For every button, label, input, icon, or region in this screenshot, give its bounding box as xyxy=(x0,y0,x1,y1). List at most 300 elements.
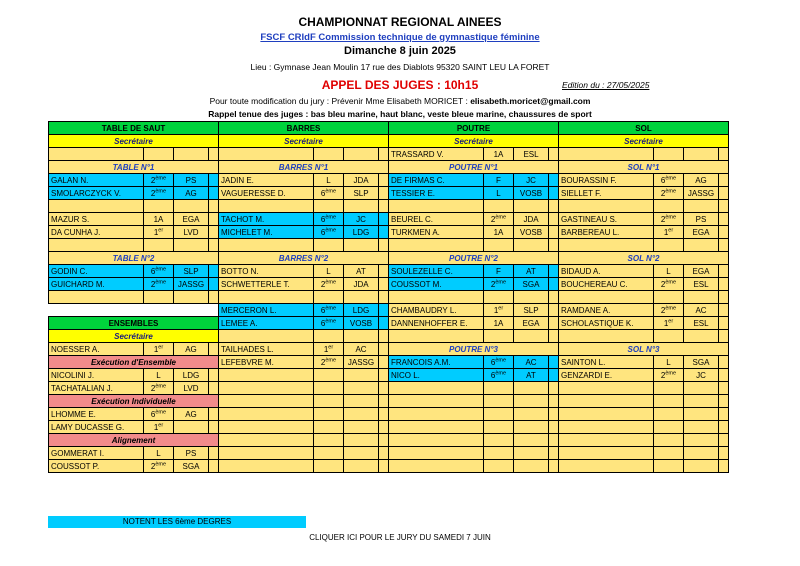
secretary-header xyxy=(49,135,219,148)
table-cell xyxy=(344,460,379,473)
ordinal-suffix: ème xyxy=(665,213,677,220)
table-cell xyxy=(484,304,514,317)
table-cell xyxy=(514,278,549,291)
cell-text: 6 xyxy=(490,357,496,367)
table-cell xyxy=(219,330,314,343)
table-row xyxy=(49,291,729,304)
table-row xyxy=(49,395,729,408)
table-cell xyxy=(719,213,729,226)
table-cell xyxy=(344,291,379,304)
table-cell xyxy=(314,187,344,200)
table-cell xyxy=(684,356,719,369)
cell-text: 2 xyxy=(660,305,666,315)
table-cell xyxy=(559,356,654,369)
table-cell xyxy=(684,265,719,278)
table-cell xyxy=(344,265,379,278)
table-cell xyxy=(344,317,379,330)
ordinal-suffix: ème xyxy=(155,174,167,181)
ordinal-suffix: er xyxy=(158,421,164,428)
cell-text: VOSB xyxy=(349,318,373,328)
cell-text: GALAN N. xyxy=(51,175,89,185)
table-cell xyxy=(209,421,219,434)
cell-text: GOMMERAT I. xyxy=(51,448,105,458)
table-cell xyxy=(314,382,344,395)
cell-text: DANNENHOFFER E. xyxy=(391,318,468,328)
table-cell xyxy=(514,200,549,213)
table-row xyxy=(49,122,729,135)
table-cell xyxy=(549,213,559,226)
panel-header xyxy=(389,252,559,265)
cell-text: LDG xyxy=(182,370,200,380)
table-cell xyxy=(144,343,174,356)
table-cell xyxy=(389,330,484,343)
table-cell xyxy=(174,148,209,161)
cell-text: LDG xyxy=(352,305,370,315)
table-row xyxy=(49,278,729,291)
table-cell xyxy=(49,447,144,460)
table-cell xyxy=(549,434,559,447)
table-cell xyxy=(49,382,144,395)
table-cell xyxy=(344,278,379,291)
panel-header xyxy=(559,161,729,174)
table-cell xyxy=(549,239,559,252)
cell-text: TRASSARD V. xyxy=(391,149,444,159)
ordinal-suffix: ème xyxy=(155,382,167,389)
cell-text: SOL N°2 xyxy=(627,253,660,263)
table-cell xyxy=(209,447,219,460)
table-cell xyxy=(314,330,344,343)
table-cell xyxy=(684,239,719,252)
table-cell xyxy=(719,174,729,187)
table-cell xyxy=(209,291,219,304)
table-cell xyxy=(219,213,314,226)
ordinal-suffix: ème xyxy=(325,187,337,194)
cell-text: BOUCHEREAU C. xyxy=(561,279,628,289)
cell-text: L xyxy=(156,448,161,458)
table-cell xyxy=(719,278,729,291)
table-cell xyxy=(719,460,729,473)
table-cell xyxy=(684,330,719,343)
cell-text: TABLE DE SAUT xyxy=(101,123,166,133)
table-cell xyxy=(144,421,174,434)
table-cell xyxy=(484,395,514,408)
ordinal-suffix: ème xyxy=(155,265,167,272)
table-cell xyxy=(549,369,559,382)
cell-text: SCHOLASTIQUE K. xyxy=(561,318,634,328)
table-cell xyxy=(219,421,314,434)
panel-header xyxy=(49,252,219,265)
cell-text: POUTRE N°2 xyxy=(449,253,498,263)
table-row xyxy=(49,252,729,265)
table-cell xyxy=(514,291,549,304)
cell-text: JASSG xyxy=(347,357,375,367)
table-cell xyxy=(514,213,549,226)
table-cell xyxy=(379,265,389,278)
table-cell xyxy=(514,369,549,382)
table-cell xyxy=(684,304,719,317)
cell-text: LAMY DUCASSE G. xyxy=(51,422,125,432)
organisation-link[interactable]: FSCF CRIdF Commission technique de gymnastique féminine xyxy=(260,32,540,43)
table-cell xyxy=(209,304,219,317)
table-cell xyxy=(484,330,514,343)
table-cell xyxy=(549,200,559,213)
table-cell xyxy=(144,213,174,226)
table-cell xyxy=(484,356,514,369)
panel-header xyxy=(559,252,729,265)
cell-text: GODIN C. xyxy=(51,266,88,276)
ordinal-suffix: ème xyxy=(495,356,507,363)
cell-text: 2 xyxy=(660,370,666,380)
cell-text: L xyxy=(326,266,331,276)
ordinal-suffix: ème xyxy=(325,304,337,311)
table-cell xyxy=(654,174,684,187)
cell-text: BOTTO N. xyxy=(221,266,259,276)
table-cell xyxy=(144,447,174,460)
table-cell xyxy=(49,460,144,473)
cell-text: FRANCOIS A.M. xyxy=(391,357,451,367)
table-cell xyxy=(389,304,484,317)
cell-text: MICHELET M. xyxy=(221,227,273,237)
table-cell xyxy=(344,148,379,161)
table-cell xyxy=(379,395,389,408)
table-cell xyxy=(684,395,719,408)
table-cell xyxy=(484,434,514,447)
ordinal-suffix: er xyxy=(498,304,504,311)
table-cell xyxy=(389,174,484,187)
table-cell xyxy=(314,200,344,213)
table-cell xyxy=(719,447,729,460)
cell-text: 2 xyxy=(660,188,666,198)
table-row xyxy=(49,226,729,239)
table-cell xyxy=(559,369,654,382)
table-cell xyxy=(344,343,379,356)
table-cell xyxy=(219,356,314,369)
cell-text: LVD xyxy=(183,383,199,393)
cell-text: 1 xyxy=(323,344,329,354)
table-cell xyxy=(684,421,719,434)
table-cell xyxy=(684,148,719,161)
cell-text: 2 xyxy=(660,279,666,289)
table-cell xyxy=(144,174,174,187)
table-cell xyxy=(654,187,684,200)
table-cell xyxy=(144,226,174,239)
cell-text: 2 xyxy=(320,357,326,367)
cell-text: POUTRE xyxy=(456,123,491,133)
apparatus-header xyxy=(559,122,729,135)
cell-text: COUSSOT M. xyxy=(391,279,442,289)
cell-text: EGA xyxy=(692,266,710,276)
table-row xyxy=(49,304,729,317)
cell-text: 6 xyxy=(150,266,156,276)
table-cell xyxy=(484,213,514,226)
table-cell xyxy=(344,213,379,226)
table-cell xyxy=(389,226,484,239)
table-cell xyxy=(514,317,549,330)
table-cell xyxy=(209,213,219,226)
cell-text: SIELLET F. xyxy=(561,188,602,198)
table-cell xyxy=(174,265,209,278)
table-cell xyxy=(49,226,144,239)
table-cell xyxy=(314,148,344,161)
table-cell xyxy=(344,421,379,434)
cell-text: Exécution d'Ensemble xyxy=(90,357,177,367)
table-cell xyxy=(314,421,344,434)
cell-text: L xyxy=(666,357,671,367)
table-cell xyxy=(654,148,684,161)
table-cell xyxy=(514,174,549,187)
table-cell xyxy=(484,187,514,200)
cell-text: SGA xyxy=(692,357,710,367)
cell-text: 1 xyxy=(663,318,669,328)
jury-table xyxy=(48,121,729,473)
cell-text: GASTINEAU S. xyxy=(561,214,618,224)
table-cell xyxy=(144,460,174,473)
table-cell xyxy=(144,200,174,213)
section-header xyxy=(49,434,219,447)
table-cell xyxy=(654,278,684,291)
cell-text: Secrétaire xyxy=(284,136,323,146)
ordinal-suffix: ème xyxy=(665,187,677,194)
dress-code-reminder: Rappel tenue des juges : bas bleu marine, haut blanc, veste bleue marine, chaussures de sport xyxy=(208,109,592,119)
ordinal-suffix: ème xyxy=(495,278,507,285)
table-cell xyxy=(719,317,729,330)
cell-text: PS xyxy=(695,214,707,224)
table-cell xyxy=(684,291,719,304)
table-cell xyxy=(49,148,144,161)
table-cell xyxy=(654,395,684,408)
table-cell xyxy=(654,317,684,330)
table-cell xyxy=(684,213,719,226)
panel-header xyxy=(389,343,559,356)
table-cell xyxy=(684,226,719,239)
table-cell xyxy=(559,317,654,330)
table-cell xyxy=(559,304,654,317)
table-cell xyxy=(484,369,514,382)
cell-text: BEUREL C. xyxy=(391,214,433,224)
table-cell xyxy=(684,187,719,200)
table-cell xyxy=(209,265,219,278)
table-cell xyxy=(654,382,684,395)
table-row xyxy=(49,239,729,252)
table-cell xyxy=(379,291,389,304)
table-cell xyxy=(719,330,729,343)
cell-text: SMOLARCZYCK V. xyxy=(51,188,121,198)
cell-text: EGA xyxy=(182,214,200,224)
table-cell xyxy=(559,291,654,304)
table-cell xyxy=(209,148,219,161)
table-cell xyxy=(484,148,514,161)
table-cell xyxy=(344,369,379,382)
table-cell xyxy=(219,369,314,382)
table-cell xyxy=(209,174,219,187)
section-header xyxy=(49,356,219,369)
cell-text: AG xyxy=(185,409,197,419)
table-cell xyxy=(549,330,559,343)
table-cell xyxy=(549,304,559,317)
table-cell xyxy=(219,148,314,161)
table-cell xyxy=(144,291,174,304)
table-cell xyxy=(484,382,514,395)
table-cell xyxy=(719,395,729,408)
table-cell xyxy=(719,239,729,252)
cell-text: LEFEBVRE M. xyxy=(221,357,274,367)
cell-text: CHAMBAUDRY L. xyxy=(391,305,457,315)
table-cell xyxy=(719,200,729,213)
table-cell xyxy=(549,226,559,239)
cell-text: EGA xyxy=(692,227,710,237)
table-cell xyxy=(209,200,219,213)
table-cell xyxy=(719,382,729,395)
table-cell xyxy=(389,421,484,434)
table-cell xyxy=(314,304,344,317)
table-cell xyxy=(514,408,549,421)
table-cell xyxy=(389,291,484,304)
cell-text: NOESSER A. xyxy=(51,344,100,354)
table-cell xyxy=(209,239,219,252)
table-cell xyxy=(314,369,344,382)
table-cell xyxy=(49,343,144,356)
table-cell xyxy=(379,148,389,161)
cell-text: NICO L. xyxy=(391,370,420,380)
table-cell xyxy=(174,447,209,460)
ordinal-suffix: ème xyxy=(325,213,337,220)
table-cell xyxy=(49,265,144,278)
cell-text: 2 xyxy=(150,279,156,289)
table-cell xyxy=(389,278,484,291)
table-cell xyxy=(484,174,514,187)
table-cell xyxy=(219,239,314,252)
table-cell xyxy=(514,226,549,239)
table-cell xyxy=(514,330,549,343)
saturday-jury-link[interactable]: CLIQUER ICI POUR LE JURY DU SAMEDI 7 JUIN xyxy=(309,533,491,542)
table-cell xyxy=(344,395,379,408)
table-cell xyxy=(559,278,654,291)
cell-text: BARRES xyxy=(286,123,321,133)
table-cell xyxy=(549,317,559,330)
ordinal-suffix: er xyxy=(668,317,674,324)
cell-text: SOL xyxy=(635,123,652,133)
table-cell xyxy=(314,213,344,226)
table-cell xyxy=(314,460,344,473)
ordinal-suffix: er xyxy=(668,226,674,233)
table-cell xyxy=(389,239,484,252)
table-cell xyxy=(174,187,209,200)
table-row xyxy=(49,200,729,213)
cell-text: VOSB xyxy=(519,188,543,198)
table-cell xyxy=(344,174,379,187)
cell-text: SOULEZELLE C. xyxy=(391,266,453,276)
cell-text: ESL xyxy=(693,279,709,289)
cell-text: JDA xyxy=(353,279,369,289)
table-cell xyxy=(389,213,484,226)
table-row xyxy=(49,161,729,174)
cell-text: 2 xyxy=(320,279,326,289)
cell-text: JADIN E. xyxy=(221,175,254,185)
table-cell xyxy=(654,239,684,252)
table-cell xyxy=(514,356,549,369)
table-cell xyxy=(344,434,379,447)
table-row xyxy=(49,434,729,447)
cell-text: Secrétaire xyxy=(114,136,153,146)
table-cell xyxy=(719,291,729,304)
table-cell xyxy=(549,447,559,460)
table-row xyxy=(49,174,729,187)
table-cell xyxy=(174,239,209,252)
table-cell xyxy=(484,421,514,434)
table-cell xyxy=(684,317,719,330)
cell-text: LHOMME E. xyxy=(51,409,96,419)
table-cell xyxy=(379,343,389,356)
table-cell xyxy=(684,460,719,473)
table-cell xyxy=(654,447,684,460)
edition-date: Edition du : 27/05/2025 xyxy=(562,80,650,90)
ordinal-suffix: ème xyxy=(665,369,677,376)
table-cell xyxy=(49,239,144,252)
table-cell xyxy=(654,460,684,473)
table-cell xyxy=(484,408,514,421)
cell-text: GENZARDI E. xyxy=(561,370,613,380)
ordinal-suffix: er xyxy=(158,226,164,233)
table-row xyxy=(49,460,729,473)
cell-text: SLP xyxy=(183,266,199,276)
table-cell xyxy=(379,447,389,460)
table-cell xyxy=(344,382,379,395)
table-cell xyxy=(314,395,344,408)
table-cell xyxy=(654,291,684,304)
table-row xyxy=(49,317,729,330)
cell-text: 1A xyxy=(153,214,164,224)
table-row xyxy=(49,213,729,226)
table-cell xyxy=(174,369,209,382)
cell-text: JASSG xyxy=(687,188,715,198)
table-cell xyxy=(654,265,684,278)
ordinal-suffix: ème xyxy=(665,304,677,311)
table-cell xyxy=(684,369,719,382)
table-cell xyxy=(379,434,389,447)
table-cell xyxy=(344,330,379,343)
table-cell xyxy=(174,200,209,213)
table-cell xyxy=(549,421,559,434)
event-location: Lieu : Gymnase Jean Moulin 17 rue des Diablots 95320 SAINT LEU LA FORET xyxy=(250,62,550,72)
table-cell xyxy=(344,226,379,239)
table-cell xyxy=(219,408,314,421)
table-cell xyxy=(379,317,389,330)
cell-text: F xyxy=(496,175,501,185)
table-cell xyxy=(49,421,144,434)
table-cell xyxy=(389,317,484,330)
table-cell xyxy=(654,226,684,239)
table-cell xyxy=(344,356,379,369)
table-cell xyxy=(559,382,654,395)
table-cell xyxy=(219,226,314,239)
table-cell xyxy=(379,369,389,382)
table-cell xyxy=(209,408,219,421)
cell-text: TACHOT M. xyxy=(221,214,265,224)
cell-text: SLP xyxy=(523,305,539,315)
cell-text: RAMDANE A. xyxy=(561,305,611,315)
table-cell xyxy=(379,421,389,434)
table-cell xyxy=(174,343,209,356)
table-cell xyxy=(219,382,314,395)
cell-text: DA CUNHA J. xyxy=(51,227,101,237)
table-cell xyxy=(49,213,144,226)
contact-email[interactable]: elisabeth.moricet@gmail.com xyxy=(470,96,591,106)
cell-text: AC xyxy=(525,357,537,367)
table-cell xyxy=(719,304,729,317)
table-cell xyxy=(174,174,209,187)
table-cell xyxy=(514,421,549,434)
table-row xyxy=(49,356,729,369)
